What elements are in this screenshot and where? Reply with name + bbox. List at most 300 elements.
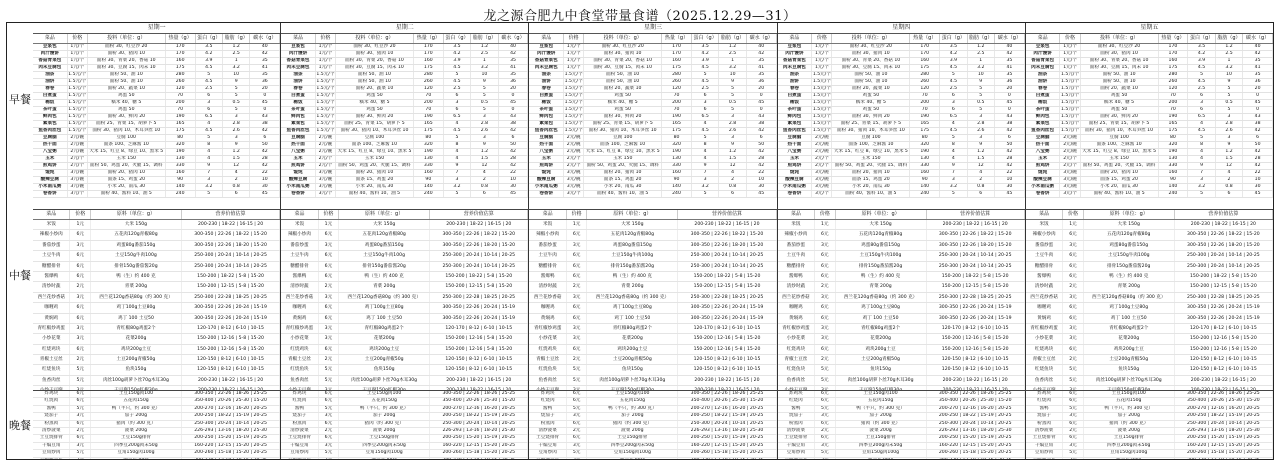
- cell-ingredient: 鸭（生）约 400 克: [1084, 272, 1175, 281]
- cell-price: 1元: [1063, 220, 1083, 229]
- cell-ingredient: 鸡丁100g土豆80g: [1084, 303, 1175, 312]
- cell-dish: 热干面: [33, 142, 68, 148]
- cell-price: 5元: [70, 376, 90, 385]
- table-row: [281, 51, 528, 58]
- cell-ingredient: 小米 20、南瓜 30: [832, 184, 910, 190]
- cell-dish: 鱼香肉丝包: [778, 128, 813, 134]
- cell-ingredient: 面粉 30、猪肉 10、木耳笋丝 10: [336, 128, 414, 134]
- table-row: [529, 355, 776, 365]
- cell-ingredient: 鸡蛋 50: [832, 107, 910, 113]
- cell-carb: 38: [250, 121, 280, 127]
- cell-protein: 6: [444, 93, 471, 99]
- cell-ingredient: 面条 15、鸡蛋 20: [88, 177, 166, 183]
- cell-ingredient: 土豆150g排骨: [339, 435, 430, 441]
- cell-fat: 1.2: [1216, 44, 1243, 50]
- cell-dish: 馄饨: [33, 170, 68, 176]
- cell-carb: 22: [499, 170, 529, 176]
- cell-ingredient: 糯米 40、糖 5: [1081, 100, 1159, 106]
- table-row: [778, 365, 1025, 375]
- cell-price: 1.5元/个: [1061, 114, 1080, 119]
- table-row: [778, 391, 1025, 398]
- table-row: [281, 114, 528, 121]
- cell-ingredient: 鸭（生）约 400 克: [91, 272, 182, 281]
- cell-dish: 番茄炒蛋: [1026, 241, 1063, 250]
- cell-nutrition: 200-230 | 18-22 | 16-15 | 20: [927, 376, 1025, 385]
- table-row: [281, 450, 528, 457]
- table-row: [1026, 303, 1273, 313]
- table-row: [33, 149, 280, 156]
- table-row: [1026, 184, 1273, 191]
- cell-dish: 番茄炒蛋: [529, 241, 566, 250]
- cell-carb: 10: [499, 177, 529, 183]
- cell-dish: 西兰花炒香菇: [778, 293, 815, 302]
- cell-nutrition: 250-300 | 20-24 | 10-14 | 20-25: [927, 421, 1025, 427]
- cell-fat: 3: [1216, 135, 1243, 141]
- cell-price: 5元: [815, 376, 835, 385]
- column-header-carb: 碳水（g）: [747, 34, 777, 43]
- cell-price: 6元: [319, 314, 339, 323]
- cell-nutrition: 250-300 | 20-24 | 10-14 | 20-25: [430, 421, 528, 427]
- cell-fat: 2.5: [719, 51, 746, 57]
- cell-price: 2元: [70, 355, 90, 364]
- cell-carb: 40: [1243, 44, 1273, 50]
- cell-carb: 0: [1243, 107, 1273, 113]
- dinner-day-column: [33, 391, 280, 459]
- table-row: [281, 324, 528, 334]
- table-row: [33, 58, 280, 65]
- cell-dish: 卷香饼: [778, 191, 813, 197]
- cell-dish: 黄焖鸡: [529, 314, 566, 323]
- cell-price: 2元/碗: [564, 149, 584, 155]
- table-row: [33, 345, 280, 355]
- cell-nutrition: 350-400 | 20-26 | 25-30 | 15-20: [927, 398, 1025, 404]
- cell-dish: 小炒花菜: [281, 334, 318, 343]
- cell-dish: 红烧鸡块: [778, 345, 815, 354]
- table-row: [1026, 334, 1273, 344]
- cell-dish: 土豆烧排骨: [778, 435, 815, 441]
- cell-nutrition: 300-350 | 22-26 | 20-24 | 15-19: [430, 303, 528, 312]
- cell-nutrition: 350-400 | 20-26 | 25-30 | 15-20: [1175, 398, 1273, 404]
- cell-dish: 青红椒炒鸡蛋: [778, 324, 815, 333]
- column-header-nutrition: 营养价值估算: [430, 210, 528, 219]
- cell-dish: 清炒时蔬: [281, 282, 318, 291]
- cell-price: 2元/个: [564, 156, 584, 162]
- cell-dish: 咖喱鸡: [529, 303, 566, 312]
- cell-price: 1元: [319, 220, 339, 229]
- cell-price: 6元: [1063, 251, 1083, 260]
- cell-dish: 酸辣豆腐: [529, 177, 564, 183]
- cell-nutrition: 150-200 | 12-15 | 5-8 | 15-20: [678, 282, 776, 291]
- cell-protein: 4.5: [940, 128, 967, 134]
- table-row: [1026, 163, 1273, 170]
- table-row: [281, 149, 528, 156]
- cell-dish: 清炒菠菜: [281, 428, 318, 434]
- cell-dish: 红烧鱼块: [33, 365, 70, 374]
- cell-nutrition: 150-200 | 18-22 | 5-8 | 15-20: [678, 272, 776, 281]
- table-row: [281, 44, 528, 51]
- cell-calorie: 320: [662, 142, 692, 148]
- cell-fat: 2.5: [968, 51, 995, 57]
- cell-ingredient: 排骨150g番茄酱20g: [587, 262, 678, 271]
- cell-ingredient: 面粉 50、鸡蛋 20、火腿 15、调料: [88, 163, 166, 169]
- cell-price: 2元/个: [1060, 156, 1080, 162]
- cell-fat: 10: [719, 72, 746, 78]
- cell-ingredient: 面粉 30、青菜 20、香菇 10: [88, 58, 166, 64]
- cell-carb: 30: [747, 184, 777, 190]
- cell-protein: 6: [1188, 93, 1215, 99]
- cell-price: 3元: [815, 293, 835, 302]
- cell-ingredient: 大米 150g: [339, 220, 430, 229]
- table-row: [1026, 72, 1273, 79]
- table-row: [778, 334, 1025, 344]
- cell-calorie: 175: [166, 65, 196, 71]
- cell-ingredient: 面粉 25、青菜 15、胡萝卜 5: [336, 121, 414, 127]
- cell-nutrition: 250-300 | 22-28 | 18-25 | 20-25: [430, 293, 528, 302]
- cell-protein: 3.9: [444, 58, 471, 64]
- cell-price: 6元: [815, 435, 835, 441]
- column-header-calorie: 热量（g）: [1159, 34, 1189, 43]
- table-row: [33, 324, 280, 334]
- cell-protein: 3.5: [444, 44, 471, 50]
- cell-ingredient: 面粉 30、青菜 20、香菇 10: [336, 58, 414, 64]
- cell-price: 6元: [70, 251, 90, 260]
- table-row: [33, 413, 280, 420]
- table-row: [33, 191, 280, 198]
- cell-ingredient: 大米 15、红豆 8、绿豆 10、黑米 5: [832, 149, 910, 155]
- cell-carb: 30: [1243, 184, 1273, 190]
- cell-price: 6元: [1063, 421, 1083, 427]
- cell-protein: 3: [1188, 177, 1215, 183]
- cell-nutrition: 300-350 | 22-26 | 20-24 | 15-19: [678, 314, 776, 323]
- cell-price: 6元: [70, 262, 90, 271]
- cell-ingredient: 青红椒80g鸡蛋2个: [836, 324, 927, 333]
- cell-dish: 西兰花炒香菇: [33, 293, 70, 302]
- cell-dish: 玉米: [33, 156, 68, 162]
- cell-dish: 酱鸭: [281, 406, 318, 412]
- table-row: [778, 100, 1025, 107]
- cell-dish: 热干面: [778, 142, 813, 148]
- cell-dish: 肉汁馒饼: [1026, 51, 1061, 57]
- cell-dish: 热干面: [1026, 142, 1061, 148]
- cell-price: 1.5元/个: [564, 86, 583, 91]
- cell-price: 1.5元/个: [812, 79, 831, 84]
- column-header-row: [33, 34, 280, 44]
- cell-ingredient: 面粉 40、酱料 10、油 5: [88, 191, 166, 197]
- cell-fat: 2: [968, 177, 995, 183]
- cell-nutrition: 200-230 | 18-22 | 16-15 | 20: [430, 376, 528, 385]
- cell-protein: 7: [196, 170, 223, 176]
- cell-price: 2元/碗: [812, 142, 832, 148]
- cell-calorie: 240: [166, 191, 196, 197]
- cell-price: 1.5元/个: [316, 86, 335, 91]
- table-row: [529, 100, 776, 107]
- cell-price: 2元/个: [1060, 163, 1080, 169]
- cell-fat: 3.2: [1216, 65, 1243, 71]
- cell-fat: 2.8: [223, 121, 250, 127]
- cell-dish: 青红椒炒鸡蛋: [529, 324, 566, 333]
- cell-fat: 9: [223, 79, 250, 85]
- cell-calorie: 120: [662, 86, 692, 92]
- cell-nutrition: 120-150 | 8-12 | 6-10 | 10-15: [678, 355, 776, 364]
- cell-protein: 4.2: [940, 51, 967, 57]
- cell-fat: 1.2: [968, 44, 995, 50]
- cell-protein: 4.5: [444, 65, 471, 71]
- cell-price: 5元: [567, 365, 587, 374]
- cell-calorie: 170: [1159, 44, 1189, 50]
- cell-ingredient: 西兰花120g香菇80g（约 300 克）: [836, 293, 927, 302]
- cell-calorie: 90: [910, 177, 940, 183]
- cell-calorie: 160: [662, 58, 692, 64]
- cell-protein: 4: [692, 149, 719, 155]
- table-row: [529, 230, 776, 240]
- cell-protein: 3.2: [692, 184, 719, 190]
- table-row: [281, 272, 528, 282]
- cell-price: 1.5元/个: [68, 128, 87, 133]
- cell-ingredient: 鸡蛋80g番茄150g: [91, 241, 182, 250]
- table-row: [33, 121, 280, 128]
- cell-calorie: 175: [1159, 65, 1189, 71]
- cell-dish: 豆角炒肉: [1026, 450, 1063, 456]
- table-row: [1026, 135, 1273, 142]
- table-row: [1026, 170, 1273, 177]
- cell-ingredient: 花菜200g: [339, 334, 430, 343]
- cell-ingredient: 鸡蛋80g番茄150g: [587, 241, 678, 250]
- table-row: [281, 191, 528, 198]
- cell-price: 1.5元/个: [812, 121, 831, 126]
- cell-dish: 小炒花菜: [33, 334, 70, 343]
- cell-nutrition: 150-200 | 12-16 | 5-8 | 15-20: [430, 334, 528, 343]
- cell-ingredient: 鸡蛋 50: [584, 93, 662, 99]
- table-row: [778, 435, 1025, 442]
- cell-calorie: 170: [662, 44, 692, 50]
- cell-protein: 4.5: [692, 79, 719, 85]
- cell-price: 6元: [319, 251, 339, 260]
- cell-ingredient: 面粉 50、油 10: [336, 79, 414, 85]
- cell-fat: 1: [968, 58, 995, 64]
- cell-fat: 2.6: [1216, 128, 1243, 134]
- cell-carb: 36: [995, 79, 1025, 85]
- table-row: [281, 293, 528, 303]
- cell-carb: 42: [995, 128, 1025, 134]
- cell-carb: 35: [995, 72, 1025, 78]
- cell-dish: 西兰花炒香菇: [1026, 293, 1063, 302]
- cell-protein: 2.5: [940, 86, 967, 92]
- cell-calorie: 175: [662, 128, 692, 134]
- cell-calorie: 70: [414, 93, 444, 99]
- column-header-row: [281, 210, 528, 220]
- cell-nutrition: 200-250 | 15-20 | 15-19 | 20-25: [1175, 435, 1273, 441]
- cell-price: 3元: [319, 413, 339, 419]
- cell-fat: 3: [471, 135, 498, 141]
- cell-price: 6元: [70, 272, 90, 281]
- cell-calorie: 170: [910, 44, 940, 50]
- cell-ingredient: 花菜200g: [587, 334, 678, 343]
- table-row: [281, 435, 528, 442]
- cell-carb: 0: [995, 107, 1025, 113]
- cell-carb: 50: [250, 142, 280, 148]
- cell-price: 3元: [1063, 293, 1083, 302]
- column-header-dish: 菜品: [33, 210, 70, 219]
- cell-price: 3元: [319, 293, 339, 302]
- cell-ingredient: 猪肉（约 300 克）: [91, 421, 182, 427]
- table-row: [529, 251, 776, 261]
- cell-ingredient: 五花肉150g: [91, 398, 182, 404]
- cell-dish: 煎鸡饼: [33, 163, 68, 169]
- cell-protein: 4: [444, 121, 471, 127]
- cell-ingredient: 大米 15、红豆 8、绿豆 10、黑米 5: [88, 149, 166, 155]
- cell-price: 3元: [1063, 443, 1083, 449]
- cell-price: 6元: [815, 303, 835, 312]
- cell-price: 1.5元/个: [812, 86, 831, 91]
- cell-nutrition: 200-230 | 18-22 | 16-15 | 20: [182, 220, 280, 229]
- cell-fat: 5: [471, 93, 498, 99]
- cell-ingredient: 肉丝100g胡萝卜丝70g木耳30g: [339, 376, 430, 385]
- cell-ingredient: 面粉 50、鸡蛋 20、火腿 15、调料: [336, 163, 414, 169]
- table-row: [1026, 93, 1273, 100]
- table-row: [529, 391, 776, 398]
- cell-dish: [33, 458, 70, 459]
- cell-ingredient: 面粉 30、猪肉 10、木耳笋丝 10: [1081, 128, 1159, 134]
- table-row: [778, 272, 1025, 282]
- cell-calorie: 280: [166, 72, 196, 78]
- cell-price: 3元: [1063, 241, 1083, 250]
- cell-calorie: 330: [166, 163, 196, 169]
- cell-nutrition: 200-230 | 18-22 | 16-15 | 20: [678, 376, 776, 385]
- cell-price: 1元/个: [812, 44, 832, 50]
- cell-carb: 22: [1243, 170, 1273, 176]
- cell-dish: 炸鸡块: [33, 391, 70, 397]
- cell-price: 1.5元/个: [812, 93, 831, 98]
- cell-calorie: 240: [662, 191, 692, 197]
- cell-price: 1.5元/个: [1061, 79, 1080, 84]
- cell-dish: 小米南瓜粥: [778, 184, 813, 190]
- cell-dish: 八宝粥: [281, 149, 316, 155]
- cell-carb: 50: [747, 142, 777, 148]
- cell-fat: 3: [719, 135, 746, 141]
- cell-dish: 鱼香肉丝: [778, 376, 815, 385]
- cell-price: 3元/碗: [68, 170, 88, 176]
- cell-dish: 香菇青菜包: [33, 58, 68, 64]
- cell-carb: 36: [250, 79, 280, 85]
- cell-dish: 土豆牛肉: [33, 251, 70, 260]
- table-row: [1026, 355, 1273, 365]
- table-row: [33, 458, 280, 459]
- table-row: [1026, 156, 1273, 163]
- cell-nutrition: 250-300 | 22-28 | 18-25 | 20-25: [182, 293, 280, 302]
- cell-carb: 42: [1243, 163, 1273, 169]
- cell-price: 1.5元/个: [1061, 93, 1080, 98]
- cell-calorie: 70: [166, 93, 196, 99]
- cell-carb: 41: [995, 65, 1025, 71]
- cell-carb: 38: [1243, 121, 1273, 127]
- cell-dish: 煎鸡饼: [1026, 163, 1061, 169]
- cell-dish: 素菜包: [1026, 121, 1061, 127]
- cell-ingredient: 面粉 40、酱料 10、油 5: [1081, 191, 1159, 197]
- column-header-ingredient: 投料（单位：g）: [584, 34, 662, 43]
- table-row: [33, 376, 280, 386]
- cell-carb: 35: [250, 72, 280, 78]
- cell-protein: 4.5: [692, 128, 719, 134]
- cell-nutrition: 200-250 | 15-20 | 15-19 | 20-25: [678, 435, 776, 441]
- cell-fat: 0.5: [719, 100, 746, 106]
- cell-protein: 5: [196, 191, 223, 197]
- cell-protein: 3: [196, 177, 223, 183]
- cell-nutrition: 300-350 | 22-26 | 18-20 | 15-20: [182, 241, 280, 250]
- cell-ingredient: 豆腐 100: [88, 135, 166, 141]
- cell-fat: 5: [223, 93, 250, 99]
- table-row: [778, 406, 1025, 413]
- column-header-dish: 菜品: [1026, 34, 1061, 43]
- cell-price: 6元: [815, 251, 835, 260]
- table-row: [1026, 428, 1273, 435]
- cell-fat: 3: [223, 135, 250, 141]
- cell-carb: 42: [1243, 128, 1273, 134]
- cell-fat: 2.5: [471, 51, 498, 57]
- cell-price: 2元/碗: [316, 135, 336, 141]
- table-row: [281, 458, 528, 459]
- cell-calorie: 175: [910, 128, 940, 134]
- column-header-fat: 脂肪（g）: [968, 34, 995, 43]
- cell-dish: 卷香饼: [33, 191, 68, 197]
- cell-fat: 3: [471, 114, 498, 120]
- cell-price: 6元: [567, 435, 587, 441]
- cell-ingredient: 菠菜 200g: [339, 428, 430, 434]
- cell-fat: 6: [719, 191, 746, 197]
- cell-price: 6元: [567, 391, 587, 397]
- menu-table: [6, 22, 1274, 460]
- cell-nutrition: 200-230 | 18-22 | 16-15 | 20: [927, 220, 1025, 229]
- cell-price: 1.5元/个: [316, 107, 335, 112]
- cell-dish: 清炒菠菜: [778, 428, 815, 434]
- cell-nutrition: 250-300 | 20-24 | 10-14 | 20-25: [678, 251, 776, 260]
- cell-nutrition: 300-350 | 22-26 | 18-22 | 15-20: [182, 230, 280, 239]
- cell-dish: 豆腐脑: [778, 135, 813, 141]
- cell-nutrition: 350-400 | 20-26 | 25-30 | 15-20: [182, 398, 280, 404]
- cell-ingredient: 面粉 50、油 10: [832, 79, 910, 85]
- cell-protein: 4: [444, 149, 471, 155]
- cell-ingredient: 鸭（生）约 400 克: [339, 272, 430, 281]
- cell-fat: 12: [471, 163, 498, 169]
- cell-price: 3元: [1063, 413, 1083, 419]
- cell-protein: 6: [444, 107, 471, 113]
- cell-ingredient: 面粉 30、鲜肉 20: [336, 114, 414, 120]
- cell-price: 1.5元/个: [1061, 72, 1080, 77]
- cell-carb: 30: [499, 184, 529, 190]
- cell-protein: 3: [444, 177, 471, 183]
- cell-nutrition: 300-350 | 22-26 | 18-26 | 25-25: [927, 391, 1025, 397]
- table-row: [778, 65, 1025, 72]
- cell-calorie: 170: [414, 51, 444, 57]
- column-header-ingredient: 原料（单位：g）: [339, 210, 430, 219]
- cell-calorie: 70: [1159, 93, 1189, 99]
- cell-fat: 1.5: [719, 156, 746, 162]
- cell-nutrition: 300-350 | 22-26 | 18-26 | 25-25: [678, 391, 776, 397]
- column-header-nutrition: 营养价值估算: [182, 210, 280, 219]
- cell-dish: 黄焖鸡: [281, 314, 318, 323]
- cell-ingredient: 大米 150g: [91, 220, 182, 229]
- cell-price: 6元: [319, 272, 339, 281]
- cell-nutrition: 250-300 | 20-24 | 10-14 | 20-25: [182, 421, 280, 427]
- table-row: [1026, 262, 1273, 272]
- cell-carb: 43: [250, 114, 280, 120]
- cell-fat: 2.5: [223, 51, 250, 57]
- cell-ingredient: 五花肉120g青椒80g: [587, 230, 678, 239]
- cell-ingredient: 土豆200g青椒50g: [1084, 355, 1175, 364]
- cell-protein: 5: [444, 135, 471, 141]
- cell-protein: 4.5: [1188, 128, 1215, 134]
- cell-ingredient: 面粉 30、猪肉 10、木耳笋丝 10: [832, 128, 910, 134]
- cell-protein: 3.9: [692, 58, 719, 64]
